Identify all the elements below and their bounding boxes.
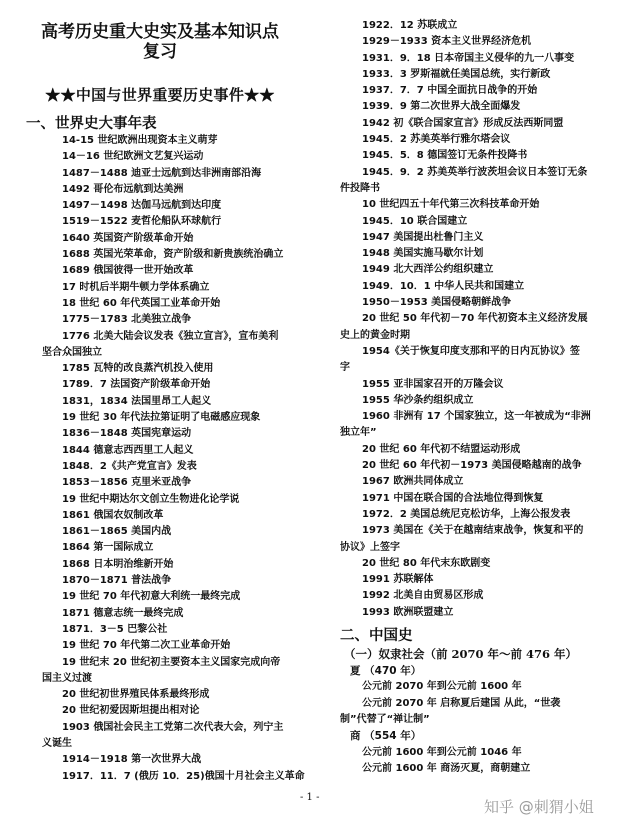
title-line-2: 复习	[143, 42, 177, 62]
timeline-entry: 1776 北美大陆会议发表《独立宣言》，宣布美利	[62, 330, 279, 342]
timeline-entry: 1640 英国资产阶级革命开始	[62, 232, 194, 244]
timeline-entry: 19 世纪末 20 世纪初主要资本主义国家完成向帝	[62, 656, 281, 668]
timeline-entry: 1903 俄国社会民主工党第二次代表大会，列宁主	[62, 721, 284, 733]
timeline-entry: 1945．9．2 苏美英举行波茨坦会议日本签订无条	[362, 166, 588, 178]
timeline-entry: 1967 欧洲共同体成立	[362, 476, 464, 488]
timeline-entry: 1991 苏联解体	[362, 574, 434, 586]
section-heading-chinese-history: 二、中国史	[340, 626, 413, 644]
dynasty-heading: 商 （554 年）	[350, 730, 422, 743]
timeline-entry: 1864 第一国际成立	[62, 542, 154, 554]
timeline-entry: 1831，1834 法国里昂工人起义	[62, 395, 212, 407]
timeline-entry: 20 世纪 60 年代初－1973 美国侵略越南的战争	[362, 460, 582, 472]
timeline-entry: 1861－1865 美国内战	[62, 526, 172, 538]
timeline-entry: 史上的黄金时期	[340, 329, 410, 341]
timeline-entry: 1945．10 联合国建立	[362, 215, 468, 227]
timeline-entry: 1955 亚非国家召开的万隆会议	[362, 378, 504, 390]
timeline-entry: 1871．3－5 巴黎公社	[62, 623, 168, 635]
timeline-entry: 1950－1953 美国侵略朝鲜战争	[362, 297, 512, 309]
timeline-entry: 1929－1933 资本主义世界经济危机	[362, 36, 532, 48]
timeline-entry: 1785 瓦特的改良蒸汽机投入使用	[62, 363, 214, 375]
timeline-entry: 1922．12 苏联成立	[362, 20, 458, 31]
dynasty-heading: 夏 （470 年）	[350, 664, 422, 677]
timeline-entry: 19 世纪 30 年代法拉第证明了电磁感应现象	[62, 412, 261, 424]
timeline-entry: 1955 华沙条约组织成立	[362, 394, 474, 406]
subsection-slave-society: （一）奴隶社会（前 2070 年～前 476 年）	[344, 646, 578, 661]
section-heading-world-history: 一、世界史大事年表	[26, 115, 157, 132]
timeline-entry: 1949．10．1 中华人民共和国建立	[362, 280, 525, 292]
timeline-entry: 公元前 1600 年 商汤灭夏，商朝建立	[362, 763, 531, 775]
timeline-entry: 1492 哥伦布远航到达美洲	[62, 183, 184, 195]
timeline-entry: 1945．2 苏美英举行雅尔塔会议	[362, 134, 511, 146]
timeline-entry: 1933．3 罗斯福就任美国总统，实行新政	[362, 68, 551, 80]
timeline-entry: 独立年”	[340, 427, 377, 439]
timeline-entry: 1948 美国实施马歇尔计划	[362, 248, 484, 260]
timeline-entry: 1775－1783 北美独立战争	[62, 314, 192, 326]
timeline-entry: 1917．11．7 (俄历 10．25)俄国十月社会主义革命	[62, 770, 305, 782]
timeline-entry: 1945．5．8 德国签订无条件投降书	[362, 150, 528, 162]
right-column	[326, 0, 640, 777]
timeline-entry: 1947 美国提出杜鲁门主义	[362, 231, 484, 243]
timeline-entry: 1870－1871 普法战争	[62, 575, 172, 587]
timeline-entry: 20 世纪初爱因斯坦提出相对论	[62, 705, 200, 717]
timeline-entry: 1487－1488 迪亚士远航到达非洲南部沿海	[62, 167, 262, 179]
page-number: - 1 -	[300, 792, 320, 803]
timeline-entry: 1868 日本明治维新开始	[62, 558, 174, 570]
timeline-entry: 1954《关于恢复印度支那和平的日内瓦协议》签	[362, 345, 580, 357]
timeline-entry: 1789．7 法国资产阶级革命开始	[62, 379, 211, 391]
chinese-history-lines	[326, 663, 640, 777]
timeline-entry: 1871 德意志统一最终完成	[62, 607, 184, 619]
timeline-entry: 1848．2《共产党宣言》发表	[62, 460, 197, 472]
timeline-entry: 18 世纪 60 年代英国工业革命开始	[62, 297, 221, 309]
timeline-entry: 14－16 世纪欧洲文艺复兴运动	[62, 151, 204, 163]
timeline-entry: 1971 中国在联合国的合法地位得到恢复	[362, 492, 544, 504]
timeline-entry: 1960 非洲有 17 个国家独立，这一年被成为“非洲	[362, 411, 591, 423]
title-line-1: 高考历史重大史实及基本知识点	[41, 22, 279, 42]
timeline-entry: 1993 欧洲联盟建立	[362, 606, 454, 618]
document-title	[0, 22, 320, 62]
timeline-entry: 制”代替了“禅让制”	[340, 714, 430, 726]
timeline-entry: 1972．2 美国总统尼克松访华，上海公报发表	[362, 508, 571, 520]
timeline-entry: 19 世纪 70 年代初意大利统一最终完成	[62, 591, 241, 603]
timeline-entry: 1914－1918 第一次世界大战	[62, 754, 202, 766]
timeline-entry: 17 时机后半期牛顿力学体系确立	[62, 281, 210, 293]
left-column	[0, 0, 320, 785]
timeline-entry: 1937．7．7 中国全面抗日战争的开始	[362, 85, 538, 97]
timeline-entry: 件投降书	[340, 182, 380, 194]
timeline-entry: 1973 美国在《关于在越南结束战争，恢复和平的	[362, 525, 584, 537]
timeline-entry: 1836－1848 英国宪章运动	[62, 428, 192, 440]
timeline-entry: 10 世纪四五十年代第三次科技革命开始	[362, 199, 540, 211]
timeline-entry: 20 世纪 80 年代末东欧剧变	[362, 557, 491, 569]
timeline-entry: 1992 北美自由贸易区形成	[362, 590, 484, 602]
timeline-entry: 1519－1522 麦哲伦船队环球航行	[62, 216, 222, 228]
watermark: 知乎 @刺猬小姐	[484, 798, 594, 816]
timeline-entry: 1939．9 第二次世界大战全面爆发	[362, 101, 521, 113]
timeline-entry: 1844 德意志西西里工人起义	[62, 444, 194, 456]
timeline-entry: 1853－1856 克里米亚战争	[62, 477, 192, 489]
timeline-entry: 1942 初《联合国家宣言》形成反法西斯同盟	[362, 117, 564, 129]
timeline-entry: 公元前 2070 年到公元前 1600 年	[362, 681, 522, 693]
timeline-entry: 协议》上签字	[340, 541, 400, 553]
world-history-timeline-left	[0, 133, 320, 785]
timeline-entry: 1688 英国光荣革命，资产阶级和新贵族统治确立	[62, 249, 284, 261]
timeline-entry: 20 世纪 50 年代初－70 年代初资本主义经济发展	[362, 313, 588, 325]
timeline-entry: 20 世纪 60 年代初不结盟运动形成	[362, 443, 521, 455]
timeline-entry: 19 世纪 70 年代第二次工业革命开始	[62, 640, 231, 652]
world-history-timeline-right	[326, 18, 640, 621]
timeline-entry: 1931．9．18 日本帝国主义侵华的九一八事变	[362, 52, 575, 64]
timeline-entry: 义诞生	[42, 737, 72, 749]
timeline-entry: 1949 北大西洋公约组织建立	[362, 264, 494, 276]
timeline-entry: 14-15 世纪欧洲出现资本主义萌芽	[62, 135, 218, 146]
timeline-entry: 公元前 2070 年 启称夏后建国 从此，“世袭	[362, 697, 561, 709]
timeline-entry: 公元前 1600 年到公元前 1046 年	[362, 746, 522, 758]
timeline-entry: 坚合众国独立	[42, 346, 102, 358]
document-subtitle: ★★中国与世界重要历史事件★★	[45, 86, 275, 104]
timeline-entry: 19 世纪中期达尔文创立生物进化论学说	[62, 493, 240, 505]
timeline-entry: 国主义过渡	[42, 672, 92, 684]
timeline-entry: 1497－1498 达伽马远航到达印度	[62, 200, 222, 212]
timeline-entry: 1689 俄国彼得一世开始改革	[62, 265, 194, 277]
timeline-entry: 20 世纪初世界殖民体系最终形成	[62, 689, 210, 701]
timeline-entry: 字	[340, 362, 350, 374]
timeline-entry: 1861 俄国农奴制改革	[62, 509, 164, 521]
